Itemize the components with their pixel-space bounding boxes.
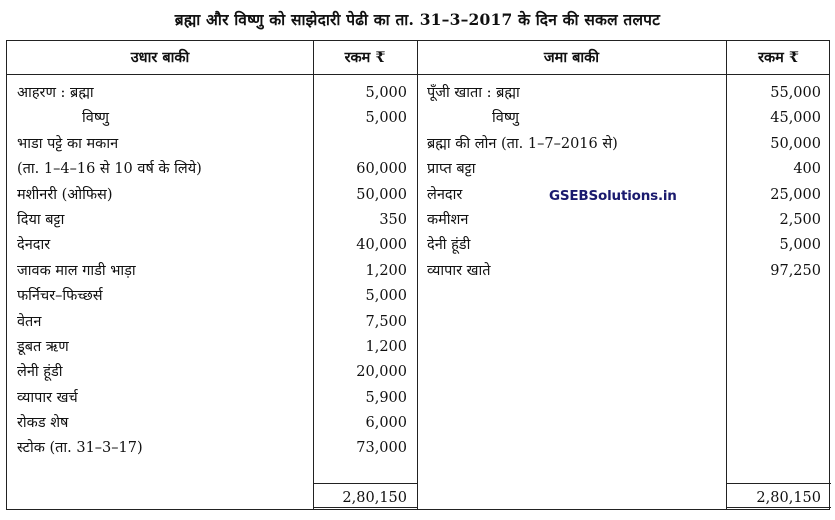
credit-row-amount: 2,500 [779, 211, 821, 228]
debit-row-label: दिया बट्टा [17, 211, 65, 228]
credit-row-amount: 97,250 [770, 262, 821, 279]
debit-row-label: स्टोक (ता. 31–3–17) [17, 440, 143, 457]
header-debit-amount: रकम ₹ [344, 49, 386, 66]
debit-row-amount: 5,000 [365, 85, 407, 101]
debit-row-amount: 50,000 [356, 186, 407, 203]
watermark-text: GSEBSolutions.in [549, 188, 677, 204]
debit-row-amount: 73,000 [356, 440, 407, 457]
debit-row-amount: 350 [379, 211, 407, 228]
header-credit-amount: रकम ₹ [758, 49, 799, 66]
credit-amounts [726, 81, 831, 284]
debit-row-amount: 40,000 [356, 237, 407, 254]
debit-row-label: डूबत ऋण [17, 338, 69, 355]
header-credit-balance: जमा बाकी [543, 49, 600, 66]
credit-labels [417, 81, 726, 284]
header-divider [7, 74, 829, 75]
credit-row-amount: 45,000 [770, 110, 821, 127]
credit-row-label: प्राप्त बट्टा [427, 161, 476, 178]
page-title: ब्रह्मा और विष्णु को साझेदारी पेढी का ता. 31–3–2017 के दिन की सकल तलपट [174, 10, 661, 29]
trial-balance-table [6, 40, 830, 510]
debit-row-amount: 20,000 [356, 364, 407, 381]
header-debit-balance: उधार बाकी [130, 49, 190, 66]
credit-row-amount: 50,000 [770, 135, 821, 152]
debit-labels [7, 81, 313, 462]
credit-row-amount: 25,000 [770, 186, 821, 203]
debit-row-amount: 60,000 [356, 161, 407, 178]
debit-total: 2,80,150 [342, 490, 407, 506]
credit-row-amount: 400 [793, 161, 821, 178]
debit-row-label: भाडा पट्टे का मकान [17, 135, 119, 152]
credit-row-label: पूँजी खाता : ब्रह्मा [427, 85, 520, 101]
debit-row-amount: 7,500 [365, 313, 407, 330]
credit-row-label: लेनदार [427, 186, 463, 203]
debit-row-label: आहरण : ब्रह्मा [17, 85, 94, 101]
credit-total: 2,80,150 [756, 490, 821, 506]
debit-row-label: व्यापार खर्च [17, 389, 78, 406]
debit-row-amount [313, 132, 417, 157]
credit-row-label: विष्णु [492, 110, 519, 127]
credit-row-label: देनी हूंडी [427, 237, 471, 254]
debit-row-label: जावक माल गाडी भाड़ा [17, 262, 136, 279]
debit-row-amount: 6,000 [365, 415, 407, 432]
debit-row-amount: 5,000 [365, 288, 407, 305]
debit-row-label: लेनी हूंडी [17, 364, 63, 381]
debit-row-label: विष्णु [82, 110, 109, 127]
debit-row-label: फर्निचर–फिच्छर्स [17, 288, 103, 305]
debit-row-amount: 5,000 [365, 110, 407, 127]
debit-row-label: मशीनरी (ओफिस) [17, 186, 113, 203]
credit-row-label: कमीशन [427, 211, 469, 228]
debit-row-label: (ता. 1–4–16 से 10 वर्ष के लिये) [17, 161, 202, 178]
debit-row-label: रोकड शेष [17, 415, 69, 432]
debit-row-amount: 1,200 [365, 262, 407, 279]
credit-row-amount: 5,000 [779, 237, 821, 254]
debit-row-amount: 5,900 [365, 389, 407, 406]
debit-row-label: वेतन [17, 313, 42, 330]
credit-row-label: व्यापार खाते [427, 262, 491, 279]
debit-total-rule [313, 483, 417, 484]
debit-amounts [313, 81, 417, 462]
credit-row-label: ब्रह्मा की लोन (ता. 1–7–2016 से) [427, 135, 618, 152]
debit-row-amount: 1,200 [365, 338, 407, 355]
credit-row-amount: 55,000 [770, 85, 821, 101]
credit-total-rule [726, 483, 831, 484]
debit-row-label: देनदार [17, 237, 51, 254]
